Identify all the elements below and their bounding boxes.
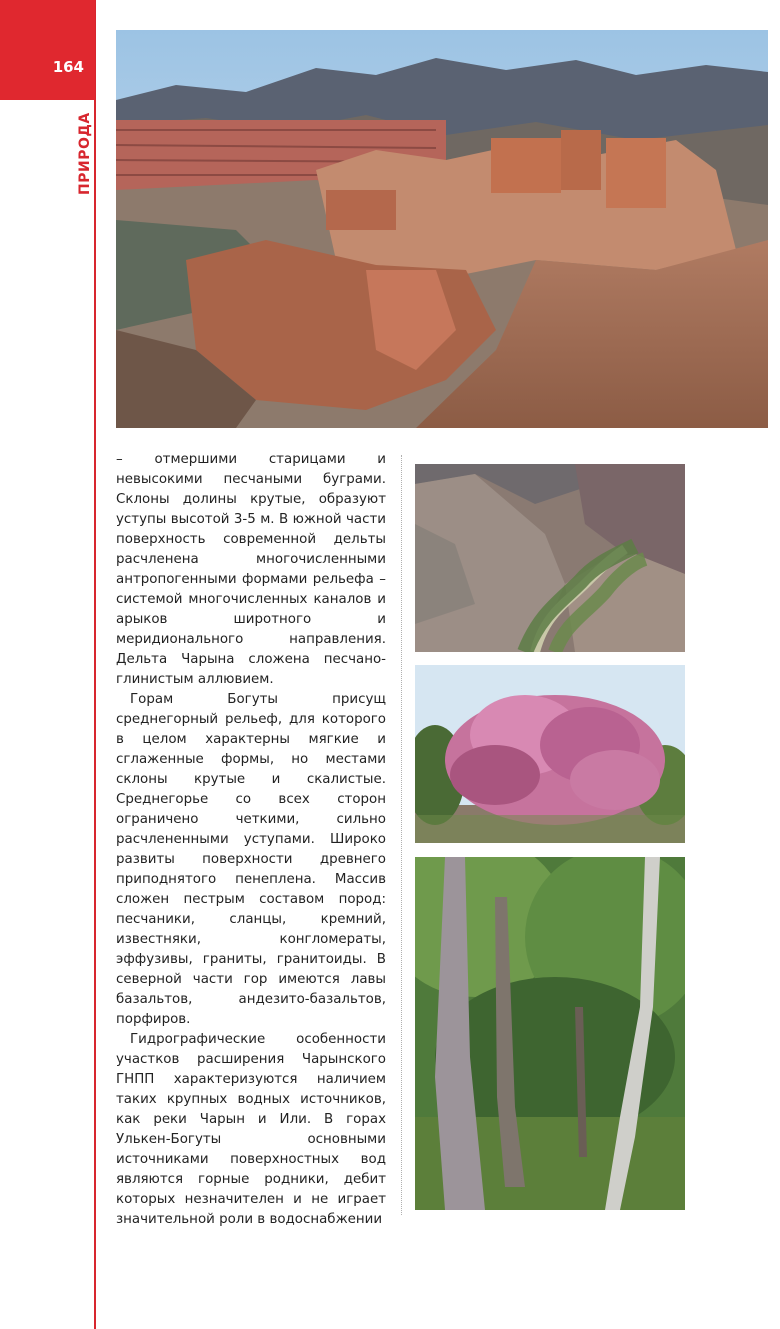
canyon-photo	[116, 30, 768, 428]
blooming-tamarisk-photo	[415, 665, 685, 843]
page-number: 164	[52, 58, 84, 76]
body-paragraph: Горам Богуты присущ среднегорный рельеф, для которого в целом характерны мягкие и сглаженные формы, но местами склоны крутые и скалистые. Среднегорье со всех сторон ограничено четкими, сильно расчлененными уступами. Широко развиты поверхности древнего приподнятого пенеплена. Массив сложен пестрым составом пород: песчаники, сланцы, кремний, известняки, конгломераты, эффузивы, граниты, гранитоиды. В северной части гор имеются лавы базальтов, андезито-базальтов, порфиров.	[116, 692, 386, 1027]
section-label: ПРИРОДА	[77, 112, 93, 195]
body-paragraph: – отмершими старицами и невысокими песчаными буграми. Склоны долины крутые, образуют уступы высотой 3-5 м. В южной части поверхность современной дельты расчленена многочисленными антропогенными формами рельефа – системой многочисленных каналов и арыков широтного и меридионального направления. Дельта Чарына сложена песчано-глинистым аллювием.	[116, 452, 386, 687]
river-valley-photo	[415, 464, 685, 652]
column-divider	[401, 455, 402, 1215]
page-number-tab	[0, 0, 95, 100]
body-text	[116, 450, 386, 1230]
forest-trees-photo	[415, 857, 685, 1210]
sidebar-rule	[94, 0, 96, 1329]
body-paragraph: Гидрографические особенности участков расширения Чарынского ГНПП характеризуются наличием таких крупных водных источников, как реки Чарын и Или. В горах Улькен-Богуты основными источниками поверхностных вод являются горные родники, дебит которых незначителен и не играет значительной роли в водоснабжении	[116, 1032, 386, 1227]
